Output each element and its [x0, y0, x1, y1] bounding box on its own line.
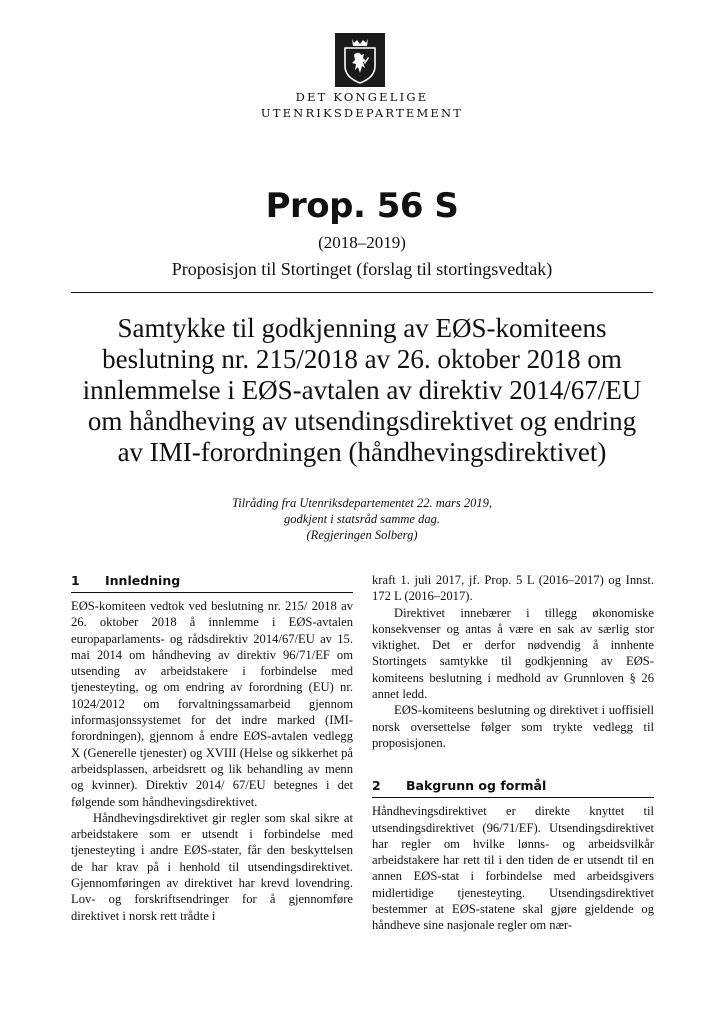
body-paragraph: EØS-komiteen vedtok ved beslutning nr. 215/ 2018 av 26. oktober 2018 å innlemme i EØS-avtalen europaparlaments- og rådsdirektiv 2014/67/EU av 15. mai 2014 om håndheving av direktiv 96/71/EF om utsending av arbeidstakere i forbindelse med tjenesteyting, og om endring av forordning (EU) nr. 1024/2012 om forvaltningssamarbeid gjennom informasjonssystemet for det indre marked (IMI-forordningen), gjennom å endre EØS-avtalen vedlegg X (Generelle tjenester) og XVIII (Helse og sikkerhet på arbeidsplassen, arbeidsrett og lik behandling av menn og kvinner). Direktiv 2014/ 67/EU betegnes i det følgende som håndhevingsdirektivet. — [71, 599, 353, 809]
title-line: innlemmelse i EØS-avtalen av direktiv 2014/67/EU — [82, 375, 642, 405]
ministry-name-line-1: DET KONGELIGE — [295, 90, 429, 104]
body-paragraph: EØS-komiteens beslutning og direktivet i uoffisiell norsk oversettelse følger som trykte vedlegg til proposisjonen. — [372, 703, 654, 750]
proposition-number: Prop. 56 S — [265, 186, 459, 226]
recommendation-note — [0, 495, 724, 543]
government-name: (Regjeringen Solberg) — [306, 528, 418, 542]
left-column — [71, 572, 353, 924]
header-divider — [71, 292, 653, 293]
body-paragraph: Direktivet innebærer i tillegg økonomiske konsekvenser og antas å være en sak av særlig stor viktighet. Det er derfor nødvendig å innhente Stortingets samtykke til godkjenning av EØS-komiteens beslutning i medhold av Grunnloven § 26 annet ledd. — [372, 605, 654, 702]
document-type: Proposisjon til Stortinget (forslag til stortingsvedtak) — [171, 259, 553, 279]
coat-of-arms-icon — [335, 33, 385, 87]
document-title — [60, 313, 664, 468]
section-number: 1 — [71, 573, 80, 588]
title-line: Samtykke til godkjenning av EØS-komiteens — [117, 313, 607, 343]
section-title: Bakgrunn og formål — [406, 778, 547, 794]
recommendation-line: Tilråding fra Utenriksdepartementet 22. mars 2019, — [231, 496, 493, 510]
title-line: beslutning nr. 215/2018 av 26. oktober 2018 om — [102, 344, 622, 374]
section-number: 2 — [372, 778, 381, 794]
section-title: Innledning — [105, 573, 181, 588]
body-paragraph-continuation: kraft 1. juli 2017, jf. Prop. 5 L (2016–2017) og Innst. 172 L (2016–2017). — [372, 573, 654, 604]
body-paragraph: Håndhevingsdirektivet er direkte knyttet til utsendingsdirektivet (96/71/EF). Utsendingsdirektivet har regler om hvilke lønns- og arbeidsvilkår arbeidstakere har rett til i den tiden de er utsendt til en annen EØS-stat i forbindelse med arbeidsgivers midlertidige tjenesteyting. Utsendingsdirektivet bestemmer at EØS-statene skal gjøre gjeldende og håndheve sine nasjonale regler om nær- — [372, 804, 654, 933]
section-heading-1 — [71, 572, 353, 593]
title-line: av IMI-forordningen (håndhevingsdirektivet) — [117, 437, 607, 467]
title-line: om håndheving av utsendingsdirektivet og endring — [87, 406, 637, 436]
session-years: (2018–2019) — [318, 233, 406, 252]
body-paragraph-continued: Håndhevingsdirektivet gir regler som skal sikre at arbeidstakere som er utsendt i forbindelse med tjenesteyting i andre EØS-stater, får den beskyttelsen de har krav på i henhold til utsendingsdirektivet. Gjennomføringen av direktivet har krevd lovendring. Lov- og forskriftsendringer for å gjennomføre direktivet i norsk rett trådte i — [71, 810, 353, 923]
right-column — [372, 572, 654, 934]
section-heading-2 — [372, 777, 654, 798]
recommendation-line: godkjent i statsråd samme dag. — [284, 512, 440, 526]
ministry-name-line-2: UTENRIKSDEPARTEMENT — [260, 106, 464, 120]
